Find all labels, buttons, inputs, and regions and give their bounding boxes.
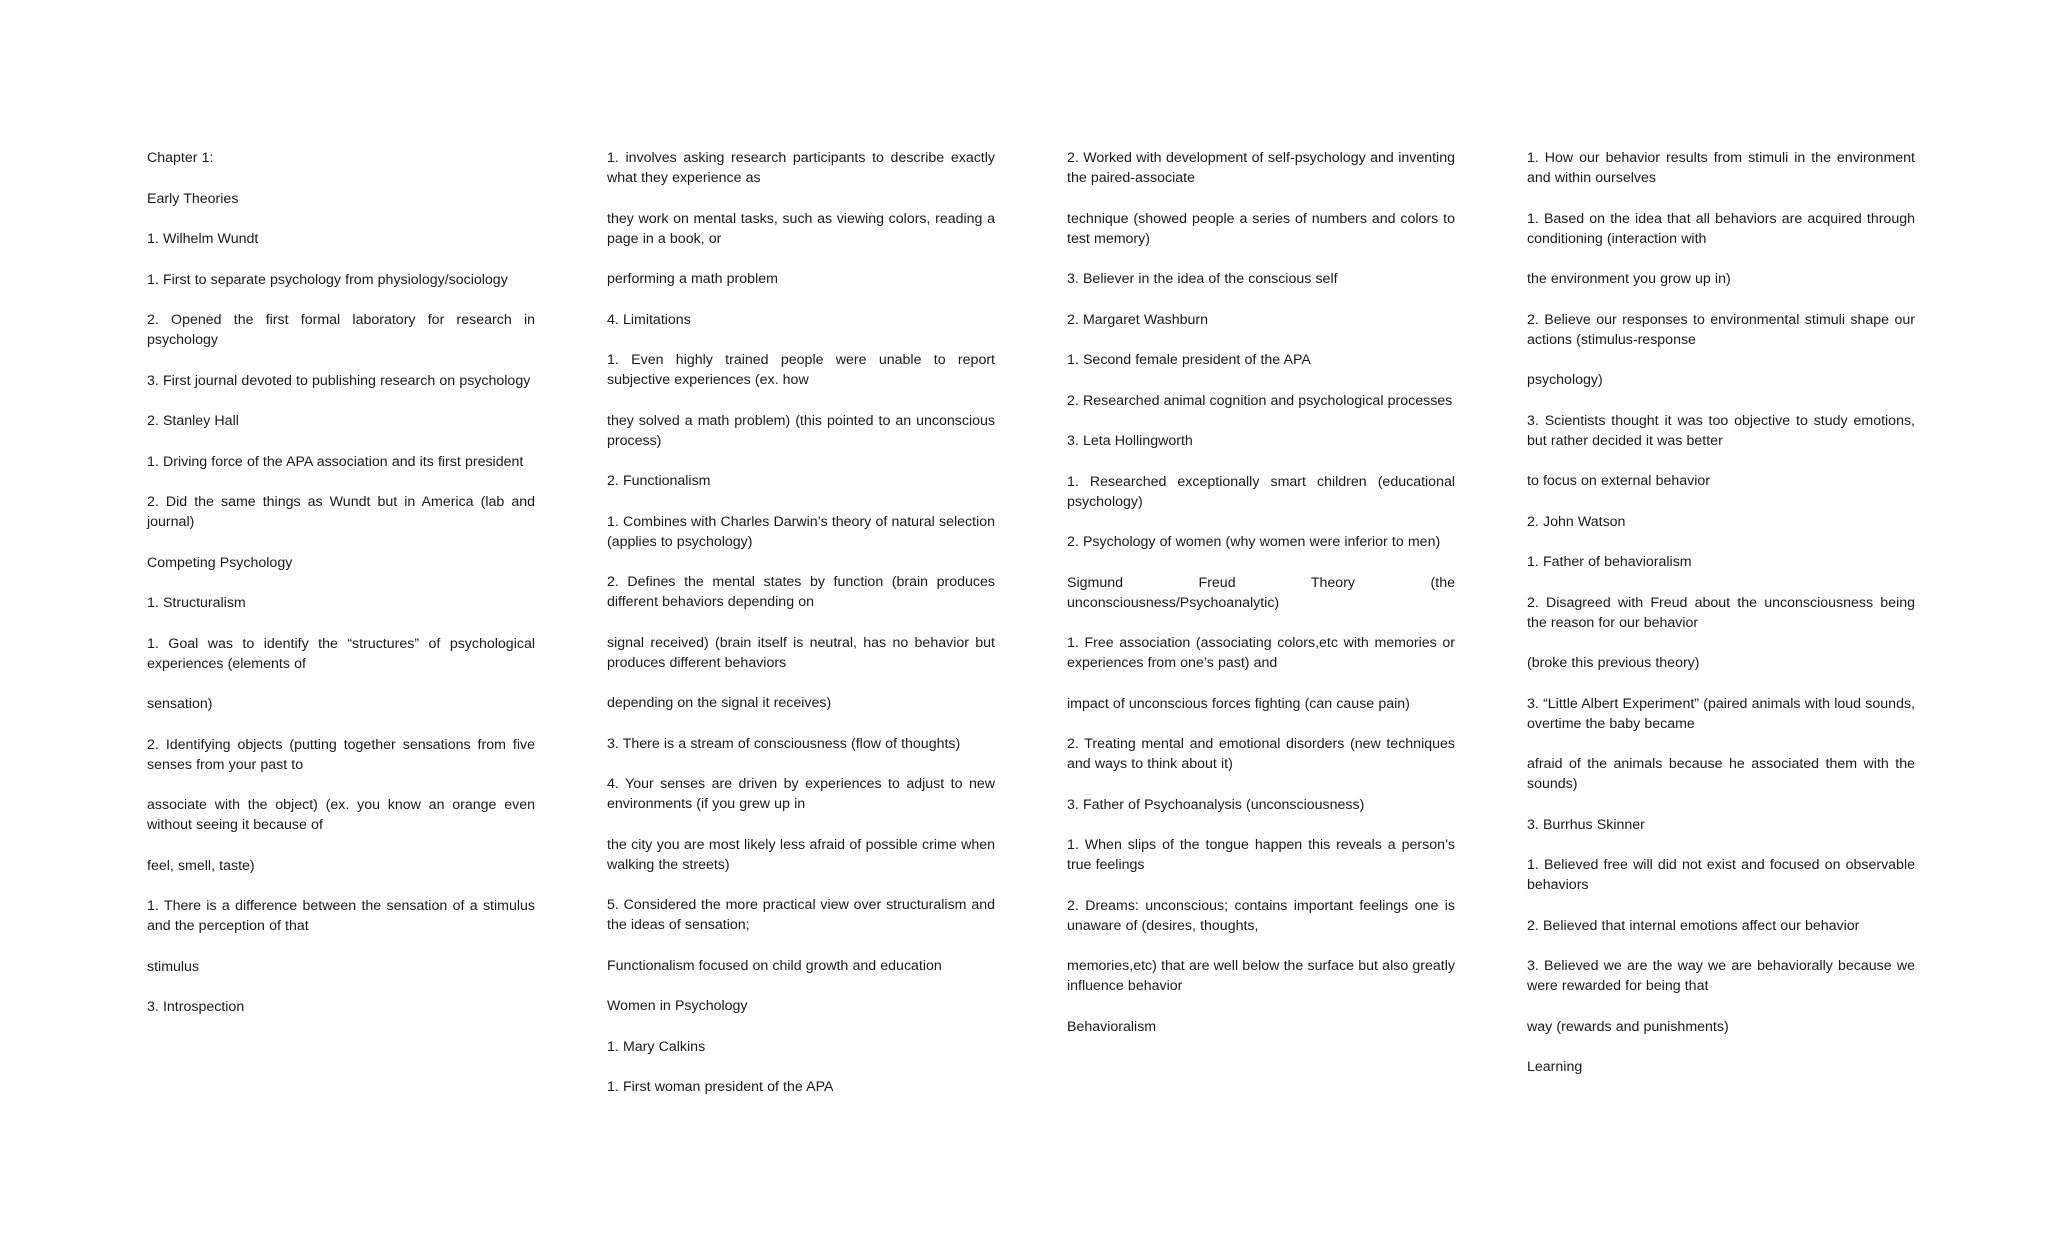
paragraph: Functionalism focused on child growth and education <box>607 957 942 974</box>
paragraph: 2. Margaret Washburn <box>1067 311 1209 328</box>
paragraph: 2. Dreams: unconscious; contains important feelings one is unaware of (desires, thoughts, <box>1067 897 1455 934</box>
paragraph: 3. Leta Hollingworth <box>1067 433 1193 449</box>
text-column-1 <box>147 148 535 1038</box>
paragraph: to focus on external behavior <box>1527 473 1710 489</box>
paragraph: 2. Stanley Hall <box>147 413 239 429</box>
paragraph: feel, smell, taste) <box>147 857 255 874</box>
paragraph: 1. Believed free will did not exist and focused on observable behaviors <box>1527 857 1915 893</box>
paragraph: 2. Believe our responses to environmental stimuli shape our actions (stimulus-response <box>1527 311 1915 348</box>
paragraph: 2. Identifying objects (putting together sensations from five senses from your past to <box>147 736 535 773</box>
paragraph: 5. Considered the more practical view over structuralism and the ideas of sensation; <box>607 897 995 933</box>
paragraph: 1. When slips of the tongue happen this reveals a person’s true feelings <box>1067 837 1455 873</box>
paragraph: 1. Even highly trained people were unable to report subjective experiences (ex. how <box>607 352 995 388</box>
paragraph: Early Theories <box>147 190 239 207</box>
paragraph: associate with the object) (ex. you know an orange even without seeing it because of <box>147 797 535 833</box>
paragraph: 3. Believed we are the way we are behaviorally because we were rewarded for being that <box>1527 958 1915 994</box>
paragraph: way (rewards and punishments) <box>1527 1018 1729 1035</box>
paragraph: 1. Wilhelm Wundt <box>147 231 259 247</box>
paragraph: Competing Psychology <box>147 554 293 571</box>
paragraph: afraid of the animals because he associated them with the sounds) <box>1527 756 1915 792</box>
paragraph: 1. Researched exceptionally smart children (educational psychology) <box>1067 473 1455 510</box>
paragraph: 2. Defines the mental states by function (brain produces different behaviors depending on <box>607 574 995 610</box>
paragraph: 1. How our behavior results from stimuli in the environment and within ourselves <box>1527 150 1915 186</box>
paragraph: sensation) <box>147 696 213 712</box>
paragraph: Learning <box>1527 1059 1583 1075</box>
paragraph: 3. Father of Psychoanalysis (unconsciousness) <box>1067 796 1365 813</box>
paragraph: 1. Father of behavioralism <box>1527 554 1692 570</box>
paragraph: 3. Introspection <box>147 999 245 1015</box>
paragraph: Chapter 1: <box>147 150 214 166</box>
paragraph: 1. Goal was to identify the “structures” of psychological experiences (elements of <box>147 635 535 672</box>
paragraph: 3. Scientists thought it was too objective to study emotions, but rather decided it was better <box>1527 412 1915 449</box>
paragraph: 1. Free association (associating colors,etc with memories or experiences from one’s past) and <box>1067 635 1455 671</box>
paragraph: 3. Burrhus Skinner <box>1527 816 1645 833</box>
paragraph: impact of unconscious forces fighting (can cause pain) <box>1067 695 1410 712</box>
paragraph: depending on the signal it receives) <box>607 695 832 711</box>
paragraph: memories,etc) that are well below the surface but also greatly influence behavior <box>1067 958 1455 994</box>
paragraph: Women in Psychology <box>607 998 748 1014</box>
paragraph: 3. First journal devoted to publishing research on psychology <box>147 372 531 389</box>
text-column-4 <box>1527 148 1915 1098</box>
paragraph: 2. Disagreed with Freud about the unconsciousness being the reason for our behavior <box>1527 594 1915 631</box>
paragraph: 2. Functionalism <box>607 473 711 489</box>
text-column-3 <box>1067 148 1455 1057</box>
paragraph: 1. First to separate psychology from physiology/sociology <box>147 271 508 288</box>
paragraph: 4. Your senses are driven by experiences to adjust to new environments (if you grew up in <box>607 776 995 812</box>
paragraph: 2. Psychology of women (why women were inferior to men) <box>1067 534 1441 550</box>
paragraph: 1. Second female president of the APA <box>1067 352 1311 368</box>
paragraph: 1. There is a difference between the sensation of a stimulus and the perception of that <box>147 898 535 934</box>
paragraph: 1. involves asking research participants to describe exactly what they experience as <box>607 150 995 186</box>
paragraph: psychology) <box>1527 372 1603 388</box>
paragraph: 2. John Watson <box>1527 513 1626 530</box>
paragraph: (broke this previous theory) <box>1527 655 1700 671</box>
paragraph: performing a math problem <box>607 271 778 287</box>
paragraph: Behavioralism <box>1067 1018 1157 1035</box>
paragraph: 3. There is a stream of consciousness (flow of thoughts) <box>607 735 961 752</box>
paragraph: the city you are most likely less afraid of possible crime when walking the streets) <box>607 836 995 873</box>
paragraph: 2. Believed that internal emotions affect our behavior <box>1527 917 1860 934</box>
paragraph: stimulus <box>147 958 200 975</box>
paragraph: 1. Based on the idea that all behaviors are acquired through conditioning (interaction with <box>1527 210 1915 247</box>
paragraph: 2. Worked with development of self-psychology and inventing the paired-associate <box>1067 150 1455 186</box>
paragraph: 3. “Little Albert Experiment” (paired animals with loud sounds, overtime the baby became <box>1527 695 1915 732</box>
text-column-2 <box>607 148 995 1118</box>
paragraph: they solved a math problem) (this pointed to an unconscious process) <box>607 412 995 449</box>
paragraph: they work on mental tasks, such as viewing colors, reading a page in a book, or <box>607 210 995 247</box>
paragraph: 1. Structuralism <box>147 595 246 611</box>
paragraph: Sigmund Freud Theory (the unconsciousness/Psychoanalytic) <box>1067 574 1455 611</box>
paragraph: 3. Believer in the idea of the conscious self <box>1067 271 1338 287</box>
paragraph: 4. Limitations <box>607 311 691 328</box>
paragraph: signal received) (brain itself is neutral, has no behavior but produces different behaviors <box>607 634 995 671</box>
paragraph: 2. Opened the first formal laboratory for research in psychology <box>147 312 535 348</box>
paragraph: 1. Driving force of the APA association and its first president <box>147 453 524 470</box>
paragraph: technique (showed people a series of numbers and colors to test memory) <box>1067 210 1455 247</box>
paragraph: 1. Mary Calkins <box>607 1038 706 1055</box>
paragraph: the environment you grow up in) <box>1527 271 1731 287</box>
paragraph: 1. First woman president of the APA <box>607 1079 834 1095</box>
paragraph: 2. Researched animal cognition and psychological processes <box>1067 392 1453 409</box>
paragraph: 2. Treating mental and emotional disorders (new techniques and ways to think about it) <box>1067 736 1455 772</box>
paragraph: 1. Combines with Charles Darwin’s theory of natural selection (applies to psychology) <box>607 513 995 550</box>
paragraph: 2. Did the same things as Wundt but in America (lab and journal) <box>147 494 535 530</box>
